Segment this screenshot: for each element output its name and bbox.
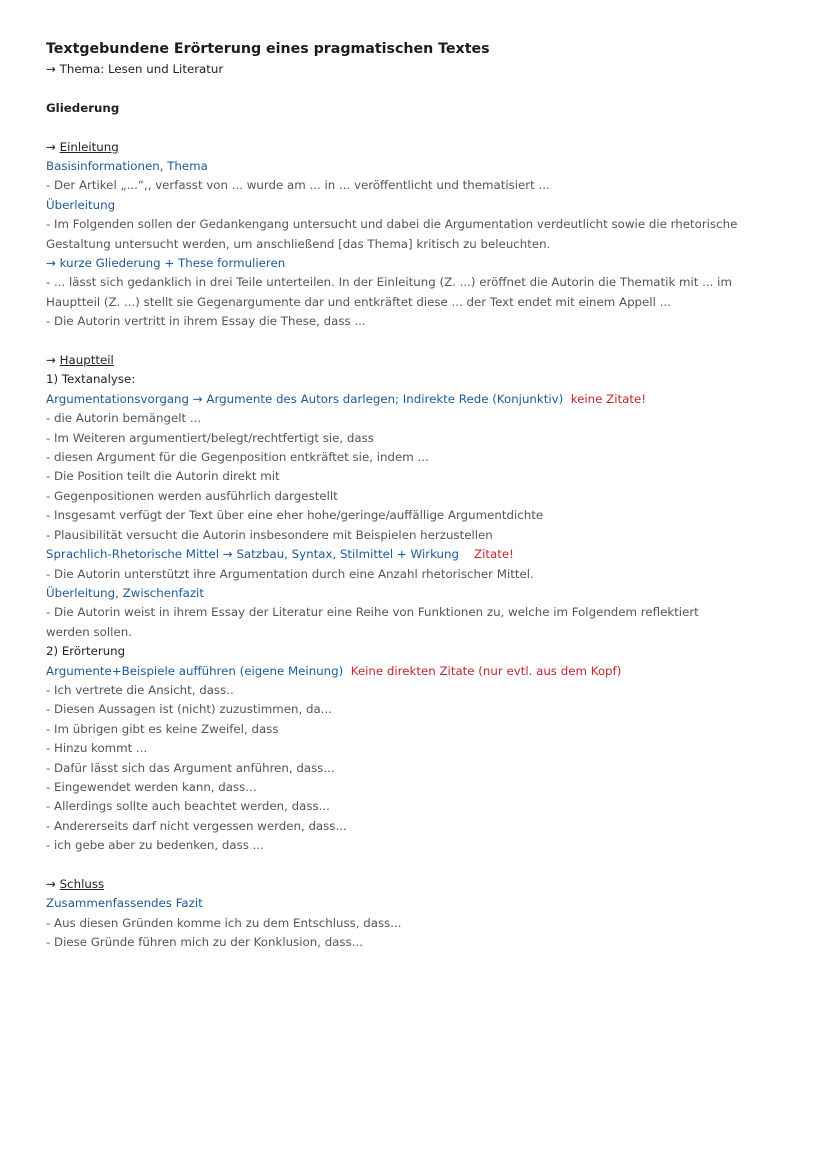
- outline-heading: Gliederung: [46, 100, 120, 115]
- arrow-icon: →: [46, 139, 56, 154]
- list-item: - Plausibilität versucht die Autorin insbesondere mit Beispielen herzustellen: [46, 527, 493, 542]
- conclusion-summary-label: Zusammenfassendes Fazit: [46, 896, 203, 911]
- topic-line: → Thema: Lesen und Literatur: [46, 62, 224, 76]
- intro-heading: [46, 138, 786, 157]
- arrow-icon: →: [46, 353, 56, 368]
- intro-thesis-line: - Die Autorin vertritt in ihrem Essay die These, dass ...: [46, 314, 366, 329]
- intro-outline-label: → kurze Gliederung + These formulieren: [46, 256, 286, 271]
- discussion-label-line: [46, 662, 786, 681]
- discussion-sub-label: Argumente+Beispiele aufführen (eigene Meinung): [46, 663, 344, 678]
- argumentation-label-line: [46, 390, 786, 409]
- analysis-label: 1) Textanalyse:: [46, 372, 136, 387]
- discussion-label: 2) Erörterung: [46, 644, 126, 659]
- list-item: - Allerdings sollte auch beachtet werden, dass...: [46, 799, 330, 814]
- interim-line-1: - Die Autorin weist in ihrem Essay der Literatur eine Reihe von Funktionen zu, welche im Folgendem reflektiert: [46, 605, 699, 620]
- intro-heading-label: Einleitung: [59, 139, 119, 154]
- list-item: - ich gebe aber zu bedenken, dass ...: [46, 838, 264, 853]
- list-item: - Dafür lässt sich das Argument anführen, dass...: [46, 760, 335, 775]
- document-title: Textgebundene Erörterung eines pragmatischen Textes: [46, 41, 490, 57]
- argumentation-note: keine Zitate!: [570, 391, 646, 406]
- main-heading: [46, 351, 786, 370]
- intro-outline-line-1: - ... lässt sich gedanklich in drei Teile unterteilen. In der Einleitung (Z. ...) eröffnet die Autorin die Thematik mit ... im: [46, 275, 732, 290]
- interim-label: Überleitung, Zwischenfazit: [46, 585, 204, 600]
- list-item: - Gegenpositionen werden ausführlich dargestellt: [46, 488, 338, 503]
- discussion-note: Keine direkten Zitate (nur evtl. aus dem Kopf): [350, 663, 622, 678]
- intro-transition-label: Überleitung: [46, 197, 116, 212]
- list-item: - Andererseits darf nicht vergessen werden, dass...: [46, 818, 347, 833]
- interim-line-2: werden sollen.: [46, 624, 132, 639]
- list-item: - Die Position teilt die Autorin direkt mit: [46, 469, 280, 484]
- discussion-list: [46, 681, 786, 856]
- rhetoric-line: - Die Autorin unterstützt ihre Argumentation durch eine Anzahl rhetorischer Mittel.: [46, 566, 534, 581]
- list-item: - Im übrigen gibt es keine Zweifel, dass: [46, 721, 279, 736]
- intro-outline-line-2: Hauptteil (Z. ...) stellt sie Gegenargumente dar und entkräftet diese ... der Text endet mit einem Appell ...: [46, 294, 671, 309]
- argumentation-list: [46, 409, 786, 545]
- list-item: - Insgesamt verfügt der Text über eine eher hohe/geringe/auffällige Argumentdichte: [46, 508, 544, 523]
- rhetoric-label-line: [46, 545, 786, 564]
- conclusion-heading-label: Schluss: [59, 877, 105, 891]
- document-page: [46, 38, 786, 953]
- list-item: - Im Weiteren argumentiert/belegt/rechtfertigt sie, dass: [46, 430, 374, 445]
- list-item: - Aus diesen Gründen komme ich zu dem Entschluss, dass...: [46, 915, 402, 930]
- list-item: - Hinzu kommt ...: [46, 741, 148, 756]
- intro-transition-line-1: - Im Folgenden sollen der Gedankengang untersucht und dabei die Argumentation verdeutlicht sowie die rhetorische: [46, 217, 738, 232]
- list-item: - Ich vertrete die Ansicht, dass..: [46, 682, 234, 697]
- main-heading-label: Hauptteil: [59, 353, 114, 368]
- list-item: - Diesen Aussagen ist (nicht) zuzustimmen, da...: [46, 702, 332, 717]
- arrow-icon: →: [46, 877, 56, 891]
- rhetoric-note: Zitate!: [474, 547, 514, 562]
- argumentation-label: Argumentationsvorgang → Argumente des Autors darlegen; Indirekte Rede (Konjunktiv): [46, 391, 564, 406]
- intro-basis-label: Basisinformationen, Thema: [46, 159, 208, 173]
- intro-transition-line-2: Gestaltung untersucht werden, um anschließend [das Thema] kritisch zu beleuchten.: [46, 236, 551, 251]
- list-item: - Eingewendet werden kann, dass...: [46, 779, 257, 794]
- list-item: - diesen Argument für die Gegenposition entkräftet sie, indem ...: [46, 450, 429, 465]
- list-item: - die Autorin bemängelt ...: [46, 411, 202, 426]
- rhetoric-label: Sprachlich-Rhetorische Mittel → Satzbau, Syntax, Stilmittel + Wirkung: [46, 547, 460, 562]
- list-item: - Diese Gründe führen mich zu der Konklusion, dass...: [46, 935, 363, 950]
- intro-basis-line: - Der Artikel „...“,, verfasst von ... wurde am ... in ... veröffentlicht und thematisiert ...: [46, 178, 550, 193]
- conclusion-heading: [46, 875, 786, 894]
